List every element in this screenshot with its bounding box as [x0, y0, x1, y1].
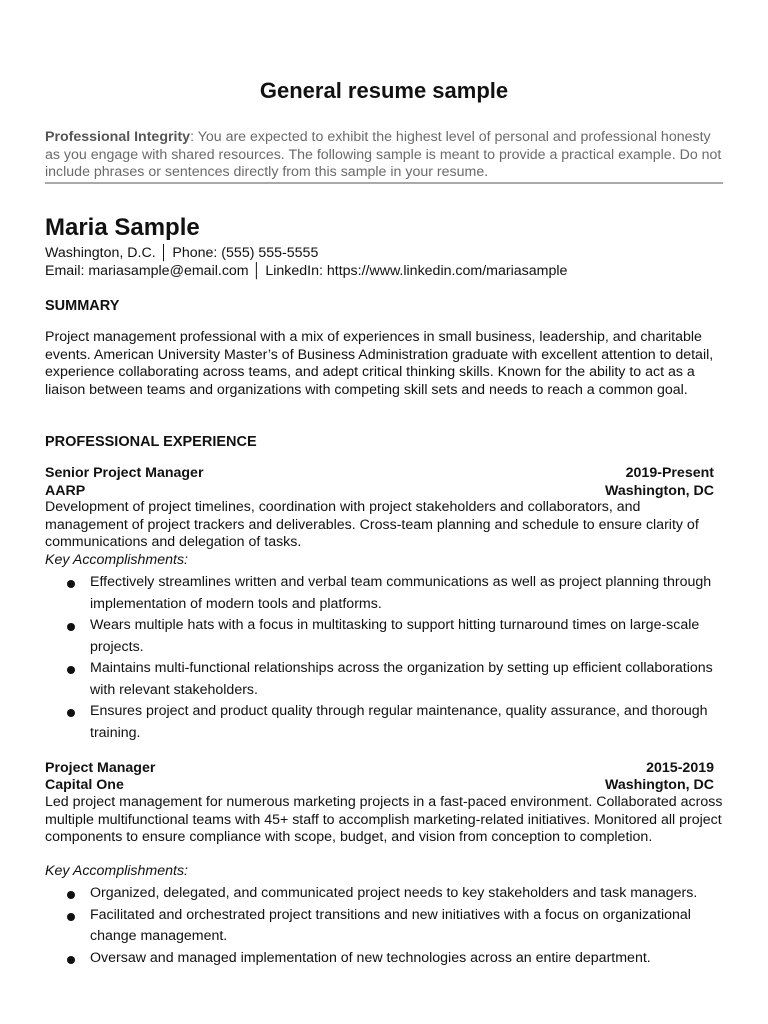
- job-2-title: Project Manager: [45, 760, 156, 776]
- bullet-dot-icon: [67, 580, 75, 588]
- job-2-description: Led project management for numerous marketing projects in a fast-paced environment. Collaborated across multiple multifunctional teams with 45+ staff to accomplish marketing-related initiatives. Monitored all project components to ensure compliance with scope, budget, and vision from conception to completion.: [45, 794, 723, 845]
- job-1-accomplishments-list: [45, 572, 725, 744]
- job-1-accomplishments-label: Key Accomplishments:: [45, 552, 188, 568]
- job-1-title: Senior Project Manager: [45, 465, 204, 481]
- job-1-company: AARP: [45, 483, 86, 499]
- list-item: Effectively streamlines written and verbal team communications as well as project planning through implementation of modern tools and platforms.: [45, 572, 725, 615]
- summary-text: Project management professional with a mix of experiences in small business, leadership, and charitable events. American University Master’s of Business Administration graduate with excellent attention to detail, experience collaborating across teams, and adept critical thinking skills. Known for the ability to act as a liaison between teams and organizations with competing skill sets and needs to reach a common goal.: [45, 329, 714, 398]
- job-1-description: Development of project timelines, coordination with project stakeholders and collaborators, and management of project trackers and deliverables. Cross-team planning and schedule to ensure clarity of communications and delegation of tasks.: [45, 499, 699, 550]
- list-item: Maintains multi-functional relationships across the organization by setting up efficient collaborations with relevant stakeholders.: [45, 658, 725, 701]
- job-2-location: Washington, DC: [604, 777, 714, 793]
- job-1-title-row: [45, 465, 714, 481]
- bullet-dot-icon: [67, 666, 75, 674]
- job-1-company-row: [45, 483, 714, 499]
- bullet-dot-icon: [67, 913, 75, 921]
- list-item: Wears multiple hats with a focus in multitasking to support hitting turnaround times on large-scale projects.: [45, 615, 725, 658]
- job-1-dates: 2019-Present: [625, 465, 714, 481]
- list-item: Facilitated and orchestrated project transitions and new initiatives with a focus on organizational change management.: [45, 905, 725, 948]
- contact-line-email-linkedin: Email: mariasample@email.com │ LinkedIn: https://www.linkedin.com/mariasample: [45, 263, 568, 279]
- job-2-company-row: [45, 777, 714, 793]
- integrity-notice: [45, 129, 725, 182]
- bullet-dot-icon: [67, 891, 75, 899]
- job-2-title-row: [45, 760, 714, 776]
- bullet-dot-icon: [67, 956, 75, 964]
- job-2-accomplishments-list: [45, 883, 725, 969]
- list-item: Oversaw and managed implementation of new technologies across an entire department.: [45, 948, 725, 970]
- job-1-location: Washington, DC: [604, 483, 714, 499]
- list-item: Organized, delegated, and communicated project needs to key stakeholders and task managers.: [45, 883, 725, 905]
- job-2-company: Capital One: [45, 777, 124, 793]
- header-divider: [45, 182, 723, 184]
- summary-heading: SUMMARY: [45, 298, 120, 314]
- document-title: General resume sample: [259, 78, 509, 103]
- bullet-dot-icon: [67, 623, 75, 631]
- job-2-dates: 2015-2019: [646, 760, 714, 776]
- contact-line-location-phone: Washington, D.C. │ Phone: (555) 555-5555: [45, 245, 319, 261]
- integrity-label: Professional Integrity: [45, 129, 191, 145]
- bullet-dot-icon: [67, 709, 75, 717]
- integrity-text: : You are expected to exhibit the highest level of personal and professional honesty as you engage with shared resources. The following sample is meant to provide a practical example. Do not include phrases or sentences directly from this sample in your resume.: [45, 129, 722, 180]
- list-item: Ensures project and product quality through regular maintenance, quality assurance, and thorough training.: [45, 701, 725, 744]
- job-2-accomplishments-label: Key Accomplishments:: [45, 863, 188, 879]
- experience-heading: PROFESSIONAL EXPERIENCE: [45, 434, 257, 450]
- candidate-name: Maria Sample: [45, 214, 200, 241]
